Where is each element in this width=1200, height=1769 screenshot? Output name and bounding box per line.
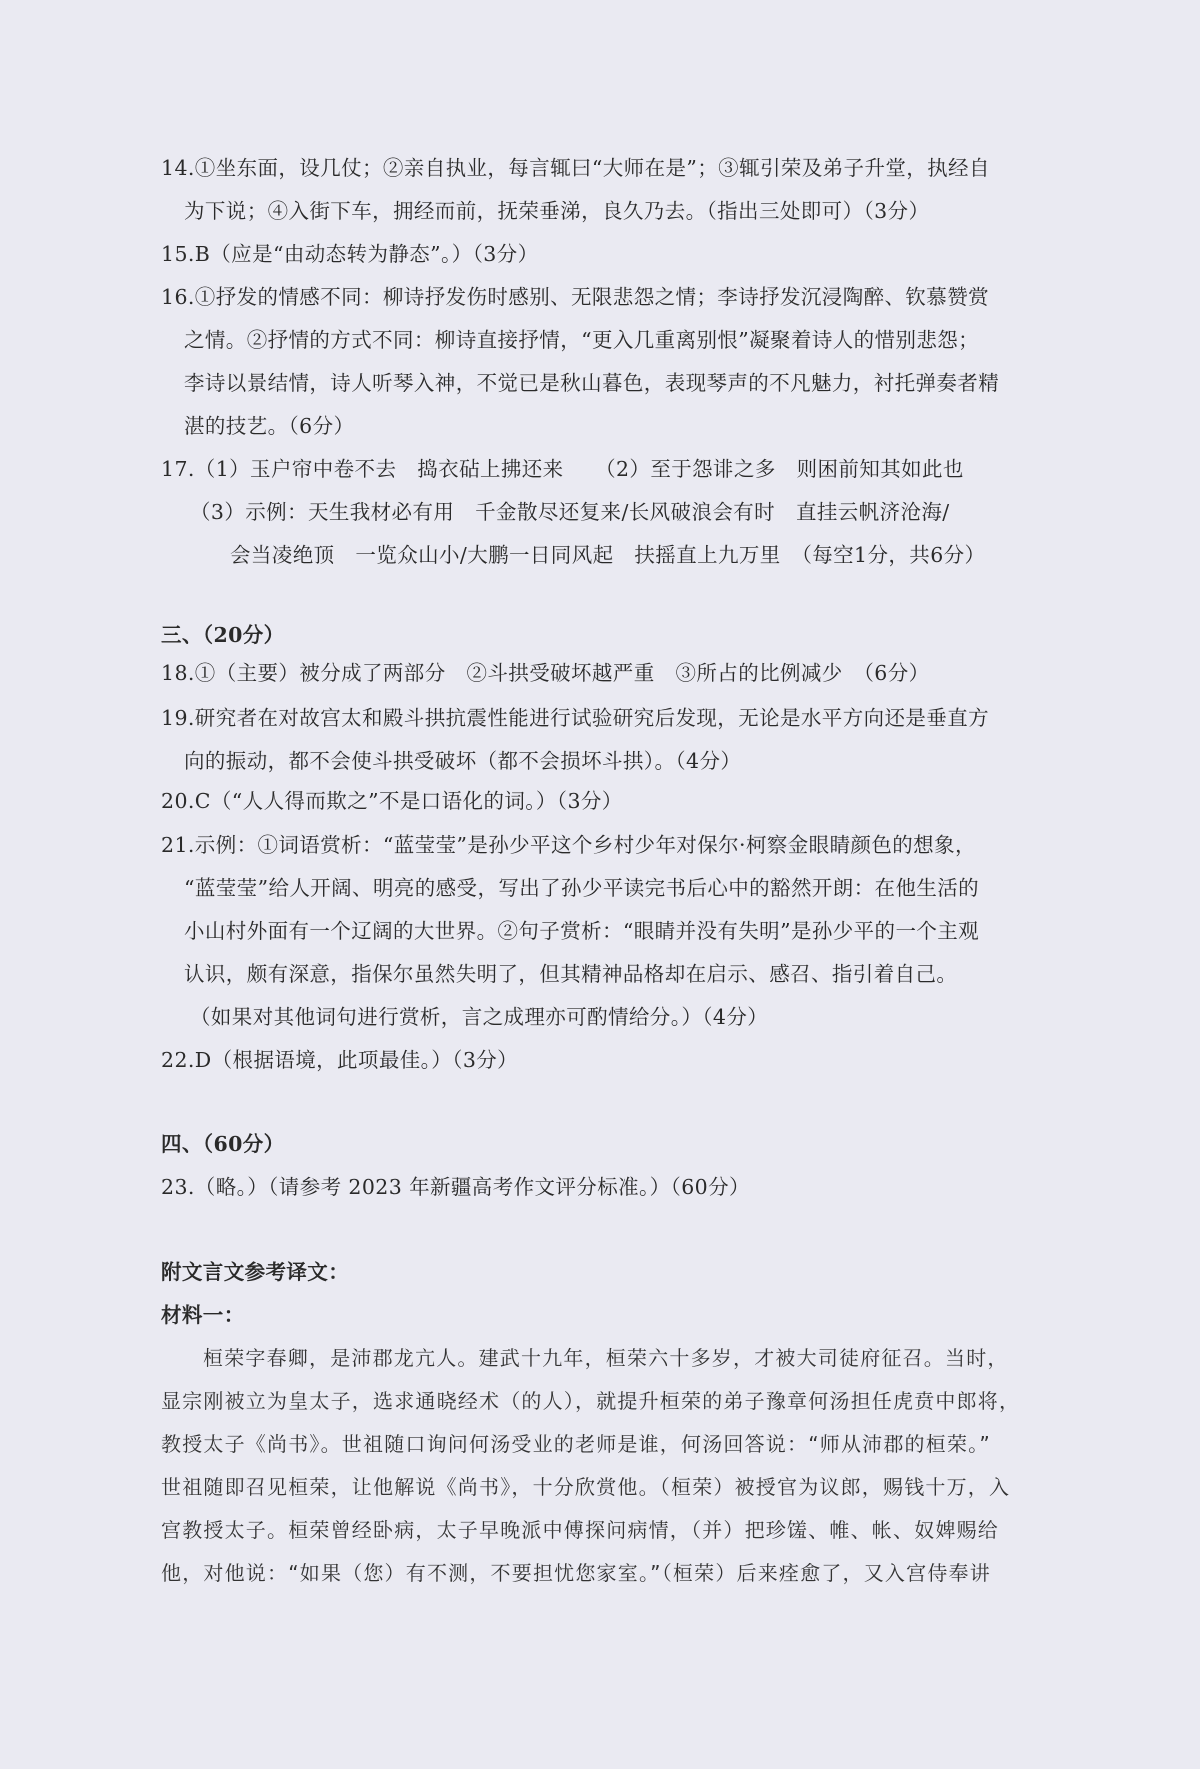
q17-line-3: 会当凌绝顶 一览众山小/大鹏一日同风起 扶摇直上九万里 （每空1分，共6分） <box>230 543 986 567</box>
q17-line-2: （3）示例：天生我材必有用 千金散尽还复来/长风破浪会有时 直挂云帆济沧海/ <box>190 500 950 524</box>
translation-line-6: 他，对他说：“如果（您）有不测，不要担忧您家室。”（桓荣）后来痊愈了，又入宫侍奉讲 <box>161 1561 991 1585</box>
q16-line-2: 之情。②抒情的方式不同：柳诗直接抒情，“更入几重离别恨”凝聚着诗人的惜别悲怨； <box>184 328 980 352</box>
q21-line-3: 小山村外面有一个辽阔的大世界。②句子赏析：“眼睛并没有失明”是孙少平的一个主观 <box>184 919 980 943</box>
translation-line-1: 桓荣字春卿，是沛郡龙亢人。建武十九年，桓荣六十多岁，才被大司徒府征召。当时， <box>203 1346 1009 1370</box>
translation-line-5: 宫教授太子。桓荣曾经卧病，太子早晚派中傅探问病情，（并）把珍馐、帷、帐、奴婢赐给 <box>161 1518 999 1542</box>
q17-line-1: 17.（1）玉户帘中卷不去 捣衣砧上拂还来 （2）至于怨诽之多 则困前知其如此也 <box>161 457 964 481</box>
translation-line-2: 显宗刚被立为皇太子，选求通晓经术（的人），就提升桓荣的弟子豫章何汤担任虎贲中郎将， <box>161 1389 1021 1413</box>
q19-line-2: 向的振动，都不会使斗拱受破坏（都不会损坏斗拱）。（4分） <box>184 749 742 773</box>
q21-line-4: 认识，颇有深意，指保尔虽然失明了，但其精神品格却在启示、感召、指引着自己。 <box>184 962 958 986</box>
q22-answer: 22.D（根据语境，此项最佳。）（3分） <box>161 1048 519 1072</box>
q16-line-4: 湛的技艺。（6分） <box>184 414 355 438</box>
translation-line-4: 世祖随即召见桓荣，让他解说《尚书》，十分欣赏他。（桓荣）被授官为议郎，赐钱十万，入 <box>161 1475 1011 1499</box>
q21-line-5: （如果对其他词句进行赏析，言之成理亦可酌情给分。）（4分） <box>190 1005 769 1029</box>
q21-line-1: 21.示例：①词语赏析：“蓝莹莹”是孙少平这个乡村少年对保尔·柯察金眼睛颜色的想象， <box>161 833 976 857</box>
q15-answer: 15.B（应是“由动态转为静态”。）（3分） <box>161 242 539 266</box>
section-3-heading: 三、（20分） <box>161 623 285 647</box>
q14-line-1: 14.①坐东面，设几仗；②亲自执业，每言辄曰“大师在是”；③辄引荣及弟子升堂，执经自 <box>161 156 990 180</box>
translation-heading: 附文言文参考译文： <box>161 1260 350 1284</box>
section-4-heading: 四、（60分） <box>161 1132 285 1156</box>
q14-line-2: 为下说；④入街下车，拥经而前，抚荣垂涕，良久乃去。（指出三处即可）（3分） <box>184 199 930 223</box>
q20-answer: 20.C（“人人得而欺之”不是口语化的词。）（3分） <box>161 789 623 813</box>
q23-answer: 23.（略。）（请参考 2023 年新疆高考作文评分标准。）（60分） <box>161 1175 750 1199</box>
q16-line-1: 16.①抒发的情感不同：柳诗抒发伤时感别、无限悲怨之情；李诗抒发沉浸陶醉、钦慕赞赏 <box>161 285 989 309</box>
translation-line-3: 教授太子《尚书》。世祖随口询问何汤受业的老师是谁，何汤回答说：“师从沛郡的桓荣。” <box>161 1432 991 1456</box>
material-1-label: 材料一： <box>161 1303 245 1327</box>
q21-line-2: “蓝莹莹”给人开阔、明亮的感受，写出了孙少平读完书后心中的豁然开朗：在他生活的 <box>184 876 980 900</box>
q18-answer: 18.①（主要）被分成了两部分 ②斗拱受破坏越严重 ③所占的比例减少 （6分） <box>161 661 930 685</box>
q16-line-3: 李诗以景结情，诗人听琴入神，不觉已是秋山暮色，表现琴声的不凡魅力，衬托弹奏者精 <box>184 371 1000 395</box>
q19-line-1: 19.研究者在对故宫太和殿斗拱抗震性能进行试验研究后发现，无论是水平方向还是垂直方 <box>161 706 989 730</box>
